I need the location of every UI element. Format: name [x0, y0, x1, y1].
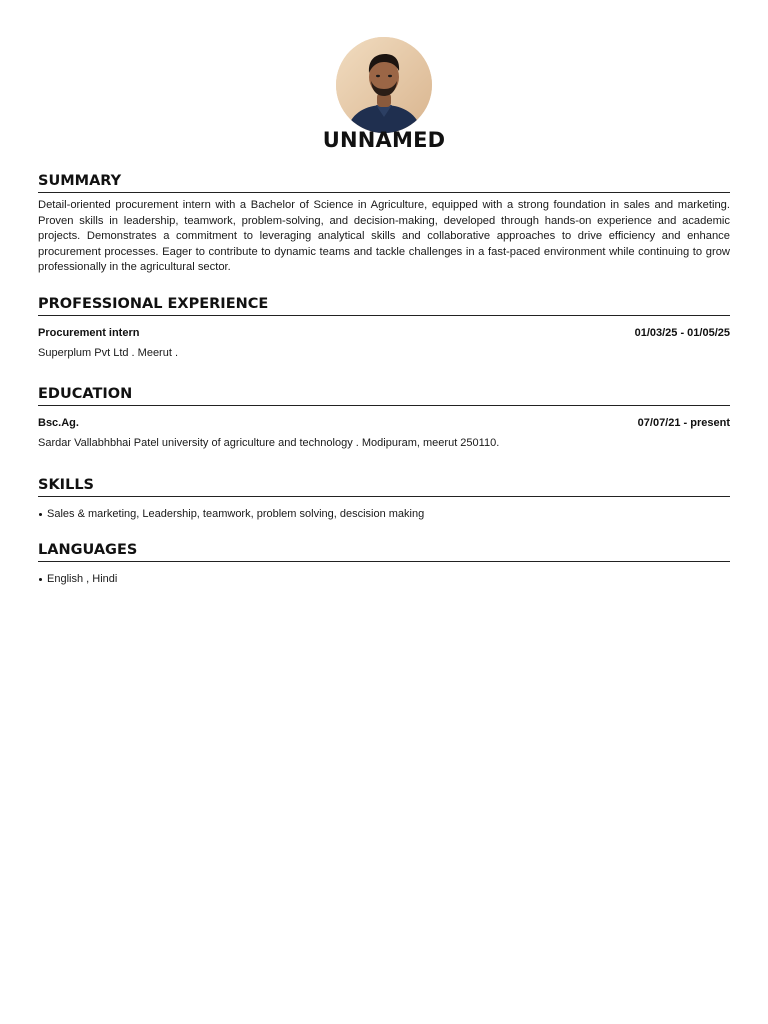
profile-photo [336, 37, 432, 133]
summary-text: Detail-oriented procurement intern with a Bachelor of Science in Agriculture, equipped with a strong foundation in sales and marketing. Proven skills in leadership, teamwork, problem-solving, and decision-making, developed through hands-on experience and academic projects. Demonstrates a commitment to leveraging analytical skills and collaborative approaches to drive efficiency and enhance procurement processes. Eager to contribute to dynamic teams and tackle challenges in a fast-paced environment while continuing to grow professionally in the agricultural sector. [38, 199, 730, 273]
education-entry-header [38, 416, 730, 430]
bullet-icon [39, 578, 42, 581]
bullet-icon [39, 513, 42, 516]
languages-heading: LANGUAGES [38, 541, 730, 562]
list-item [38, 507, 730, 521]
experience-heading: PROFESSIONAL EXPERIENCE [38, 295, 730, 316]
experience-section [38, 295, 730, 360]
skills-heading: SKILLS [38, 476, 730, 497]
list-item [38, 572, 730, 586]
summary-section [38, 172, 730, 276]
job-dates: 01/03/25 - 01/05/25 [634, 327, 730, 339]
degree-title: Bsc.Ag. [38, 417, 79, 429]
languages-section [38, 541, 730, 586]
experience-entry-header [38, 326, 730, 340]
education-heading: EDUCATION [38, 385, 730, 406]
job-organization: Superplum Pvt Ltd . Meerut . [38, 347, 179, 359]
languages-text: English , Hindi [47, 573, 118, 585]
job-title: Procurement intern [38, 327, 140, 339]
skills-text: Sales & marketing, Leadership, teamwork, problem solving, descision making [47, 508, 425, 520]
person-photo-icon [336, 37, 432, 133]
candidate-name: UNNAMED [322, 128, 446, 152]
skills-section [38, 476, 730, 521]
education-dates: 07/07/21 - present [637, 417, 730, 429]
education-institution: Sardar Vallabhbhai Patel university of agriculture and technology . Modipuram, meerut 250110. [38, 437, 500, 449]
education-section [38, 385, 730, 450]
summary-heading: SUMMARY [38, 172, 730, 193]
